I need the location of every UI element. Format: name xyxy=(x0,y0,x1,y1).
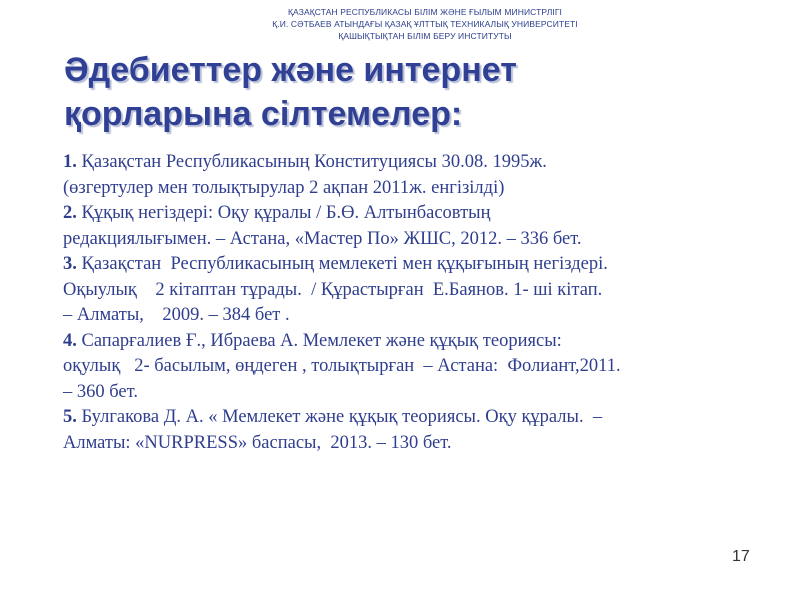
reference-text: Булгакова Д. А. « Мемлекет және құқық теориясы. Оқу құралы. – xyxy=(76,407,603,427)
reference-text: Қазақстан Республикасының Конституциясы 30.08. 1995ж. xyxy=(76,152,547,172)
reference-text: редакциялығымен. – Астана, «Мастер По» ЖШС, 2012. – 336 бет. xyxy=(63,228,582,249)
university-name: Қ.И. СӘТБАЕВ АТЫНДАҒЫ ҚАЗАҚ ҰЛТТЫҚ ТЕХНИКАЛЫҚ УНИВЕРСИТЕТІ xyxy=(272,19,578,29)
reference-text: оқулық 2- басылым, өңдеген , толықтырған – Астана: Фолиант,2011. xyxy=(63,356,621,376)
reference-text: Құқық негіздері: Оқу құралы / Б.Ө. Алтынбасовтың xyxy=(76,203,491,223)
reference-text: – Алматы, 2009. – 384 бет . xyxy=(63,305,290,325)
ministry-name: ҚАЗАҚСТАН РЕСПУБЛИКАСЫ БІЛІМ ЖӘНЕ ҒЫЛЫМ МИНИСТРЛІГІ xyxy=(287,7,563,17)
page-number: 17 xyxy=(732,548,750,565)
slide-title-line-1: Әдебиеттер және интернет xyxy=(64,51,517,89)
reference-list xyxy=(63,150,763,456)
reference-text: – 360 бет. xyxy=(63,381,138,402)
slide-title xyxy=(64,48,764,136)
reference-text: Оқыулық 2 кітаптан тұрады. / Құрастырған Е.Баянов. 1- ші кітап. xyxy=(63,279,603,300)
reference-number: 2. xyxy=(63,203,77,223)
reference-number: 5. xyxy=(63,407,77,427)
reference-number: 3. xyxy=(63,254,77,274)
reference-item-5 xyxy=(63,405,763,456)
reference-item-1 xyxy=(63,150,763,201)
reference-number: 4. xyxy=(63,330,77,351)
reference-item-2 xyxy=(63,201,763,252)
institute-name: ҚАШЫҚТЫҚТАН БІЛІМ БЕРУ ИНСТИТУТЫ xyxy=(338,31,512,41)
institution-header xyxy=(0,6,800,42)
reference-item-3 xyxy=(63,252,763,329)
reference-text: Алматы: «NURPRESS» баспасы, 2013. – 130 бет. xyxy=(63,432,452,453)
reference-text: Сапарғалиев Ғ., Ибраева А. Мемлекет және құқық теориясы: xyxy=(76,330,562,351)
reference-item-4 xyxy=(63,329,763,406)
reference-text: (өзгертулер мен толықтырулар 2 ақпан 2011ж. енгізілді) xyxy=(63,177,505,198)
slide-title-line-2: қорларына сілтемелер: xyxy=(64,95,463,133)
reference-text: Қазақстан Республикасының мемлекеті мен құқығының негіздері. xyxy=(76,254,608,274)
reference-number: 1. xyxy=(63,152,77,172)
